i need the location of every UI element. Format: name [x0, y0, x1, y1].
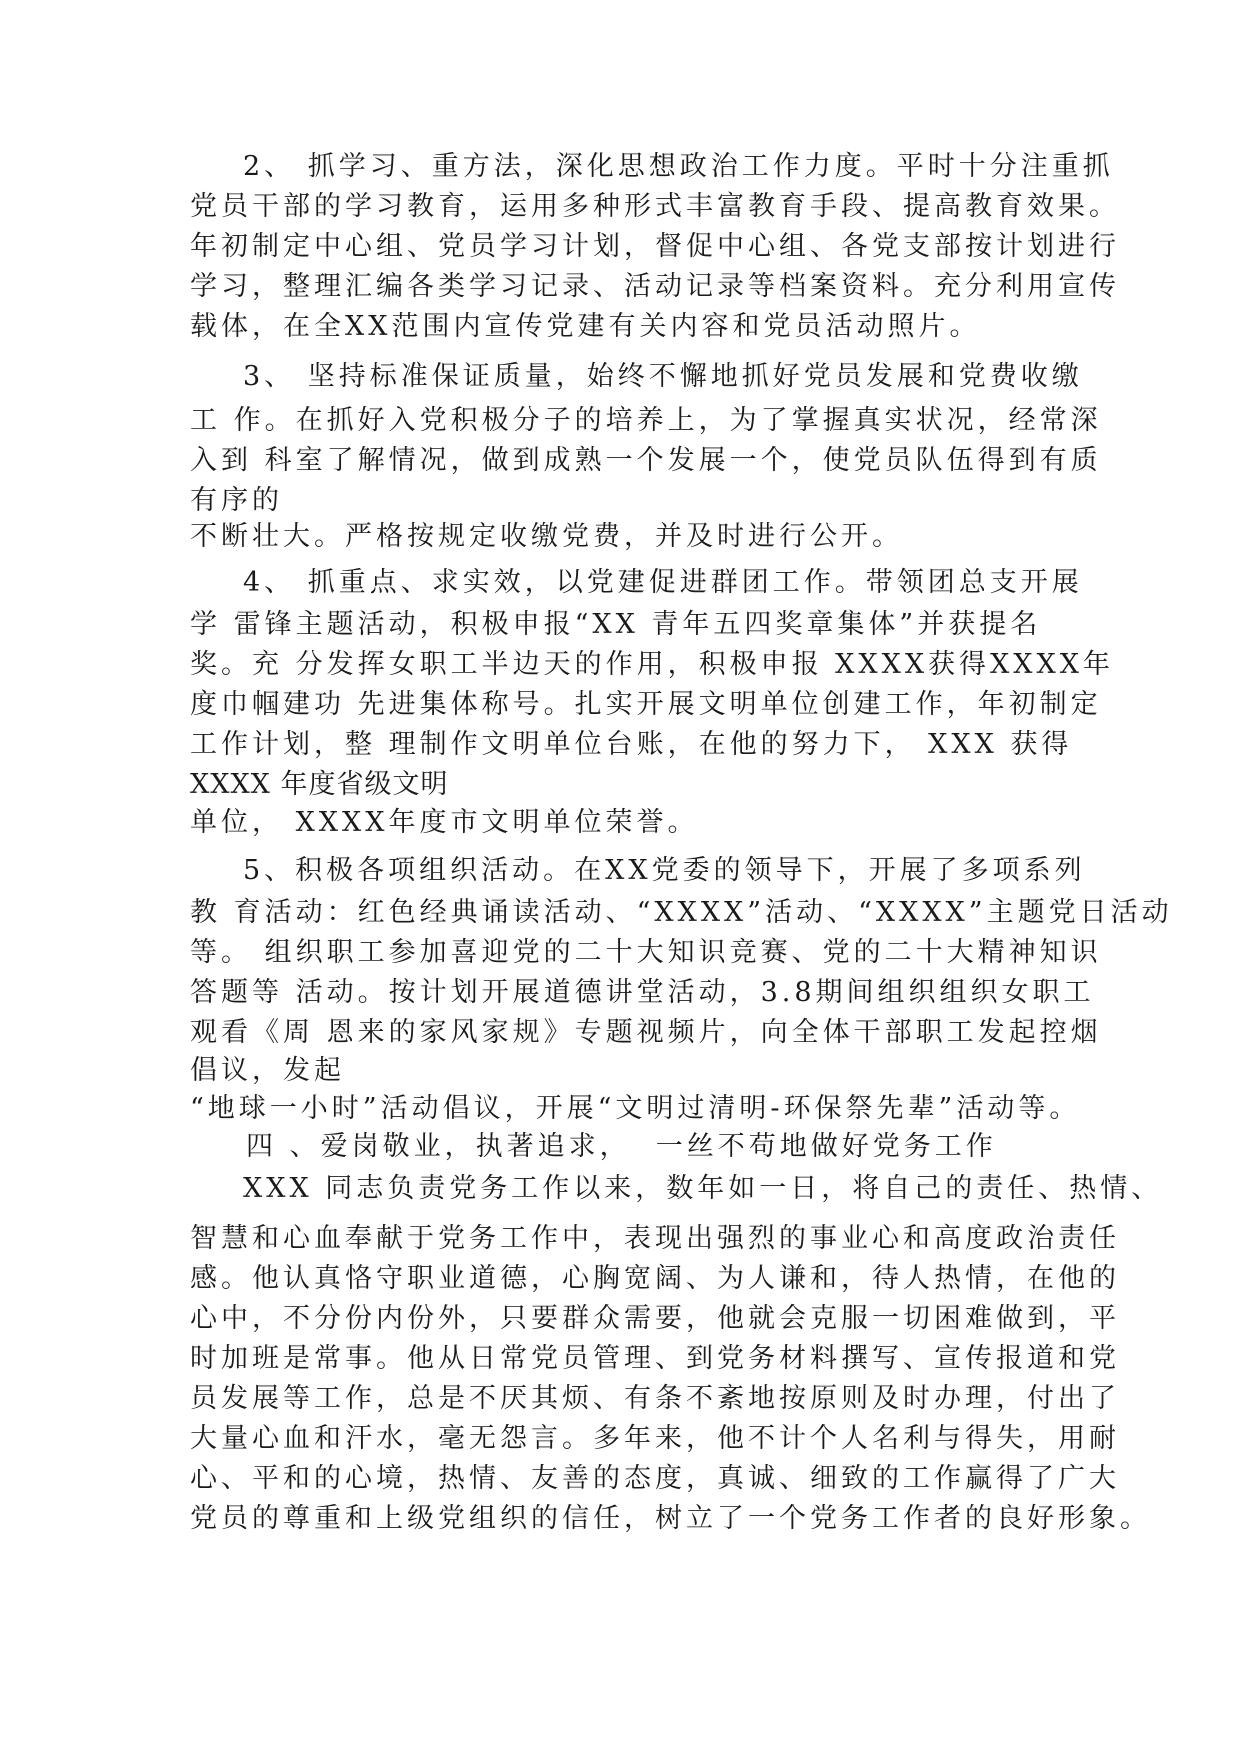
paragraph-line: 学 雷锋主题活动，积极申报“XX 青年五四奖章集体”并获提名	[190, 609, 1042, 640]
paragraph-line: 等。 组织职工参加喜迎党的二十大知识竞赛、党的二十大精神知识	[190, 937, 1102, 968]
paragraph-line: 学习，整理汇编各类学习记录、活动记录等档案资料。充分利用宣传	[190, 271, 1120, 302]
paragraph-line: 5、积极各项组织活动。在XX党委的领导下，开展了多项系列	[243, 855, 1086, 886]
section-heading: 四 、爱岗敬业，执著追求， 一丝不苟地做好党务工作	[246, 1131, 997, 1162]
paragraph-line: 党员的尊重和上级党组织的信任，树立了一个党务工作者的良好形象。	[190, 1503, 1151, 1534]
paragraph-line: XXX 同志负责党务工作以来，数年如一日，将自己的责任、热情、	[243, 1173, 1163, 1204]
paragraph-line: 心、平和的心境，热情、友善的态度，真诚、细致的工作赢得了广大	[190, 1463, 1120, 1494]
paragraph-line: 答题等 活动。按计划开展道德讲堂活动，3.8期间组织组织女职工	[190, 977, 1095, 1008]
paragraph-line: 时加班是常事。他从日常党员管理、到党务材料撰写、宣传报道和党	[190, 1343, 1120, 1374]
paragraph-line: 年初制定中心组、党员学习计划，督促中心组、各党支部按计划进行	[190, 231, 1120, 262]
paragraph-line: 4、 抓重点、求实效，以党建促进群团工作。带领团总支开展	[243, 567, 1083, 598]
paragraph-line: “地球一小时”活动倡议，开展“文明过清明-环保祭先辈”活动等。	[190, 1093, 1081, 1124]
paragraph-line: 奖。充 分发挥女职工半边天的作用，积极申报 XXXX获得XXXX年	[190, 649, 1114, 680]
paragraph-line: 倡议，发起	[190, 1055, 345, 1086]
paragraph-line: 有序的	[190, 485, 283, 516]
paragraph-line: 心中，不分份内份外，只要群众需要，他就会克服一切困难做到，平	[190, 1303, 1120, 1334]
paragraph-line: 工作计划，整 理制作文明单位台账，在他的努力下， XXX 获得	[190, 729, 1073, 760]
paragraph-line: 载体，在全XX范围内宣传党建有关内容和党员活动照片。	[190, 311, 981, 342]
paragraph-line: 度巾帼建功 先进集体称号。扎实开展文明单位创建工作，年初制定	[190, 689, 1102, 720]
paragraph-line: 工 作。在抓好入党积极分子的培养上，为了掌握真实状况，经常深	[190, 405, 1102, 436]
paragraph-line: 员发展等工作，总是不厌其烦、有条不紊地按原则及时办理，付出了	[190, 1383, 1120, 1414]
paragraph-line: 3、 坚持标准保证质量，始终不懈地抓好党员发展和党费收缴	[243, 361, 1083, 392]
paragraph-line: 入到 科室了解情况，做到成熟一个发展一个，使党员队伍得到有质	[190, 445, 1102, 476]
paragraph-line: 教 育活动：红色经典诵读活动、“XXXX”活动、“XXXX”主题党日活动	[190, 897, 1173, 928]
paragraph-line: 大量心血和汗水，毫无怨言。多年来，他不计个人名利与得失，用耐	[190, 1423, 1120, 1454]
paragraph-line: 2、 抓学习、重方法，深化思想政治工作力度。平时十分注重抓	[243, 151, 1114, 182]
paragraph-line: XXXX 年度省级文明	[190, 769, 449, 800]
paragraph-line: 不断壮大。严格按规定收缴党费，并及时进行公开。	[190, 521, 903, 552]
paragraph-line: 观看《周 恩来的家风家规》专题视频片，向全体干部职工发起控烟	[190, 1017, 1102, 1048]
paragraph-line: 智慧和心血奉献于党务工作中，表现出强烈的事业心和高度政治责任	[190, 1223, 1120, 1254]
paragraph-line: 单位， XXXX年度市文明单位荣誉。	[190, 807, 699, 838]
paragraph-line: 党员干部的学习教育，运用多种形式丰富教育手段、提高教育效果。	[190, 191, 1120, 222]
paragraph-line: 感。他认真恪守职业道德，心胸宽阔、为人谦和，待人热情，在他的	[190, 1263, 1120, 1294]
